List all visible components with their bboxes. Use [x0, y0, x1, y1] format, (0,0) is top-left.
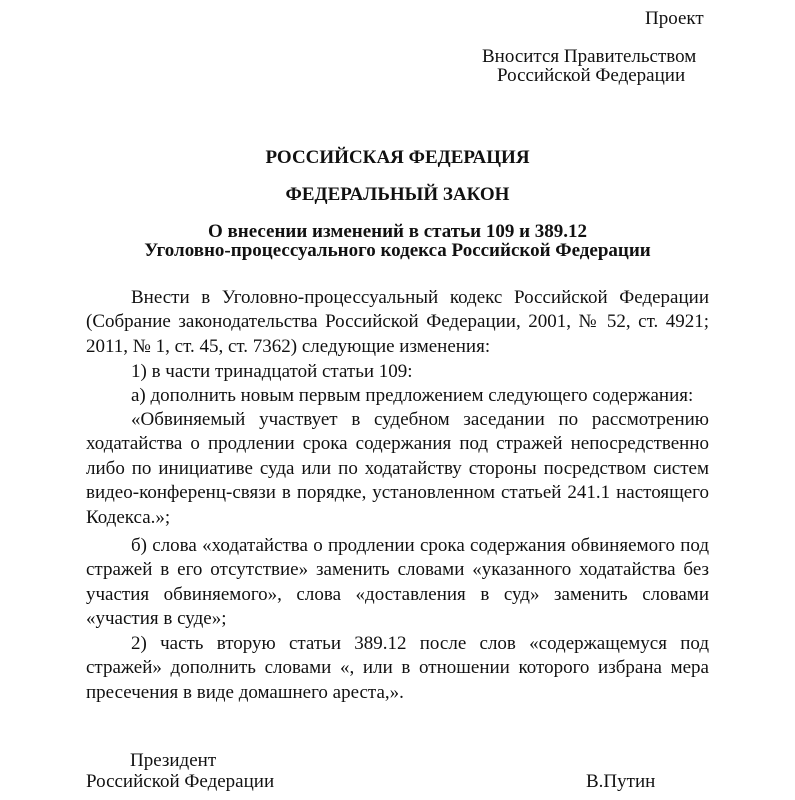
- signatory-title-line-2: Российской Федерации: [86, 771, 275, 792]
- submitter-line-2: Российской Федерации: [497, 65, 686, 86]
- submitter-line-1: Вносится Правительством: [482, 46, 697, 67]
- signatory-title-line-1: Президент: [130, 750, 217, 771]
- item-2: 2) часть вторую статьи 389.12 после слов «содержащемуся под стражей» дополнить словами «, или в отношении которого избрана мера пресечения в виде домашнего ареста,».: [86, 633, 709, 703]
- item-1a: а) дополнить новым первым предложением следующего содержания:: [131, 385, 694, 406]
- document-type-heading: ФЕДЕРАЛЬНЫЙ ЗАКОН: [285, 184, 510, 205]
- country-heading: РОССИЙСКАЯ ФЕДЕРАЦИЯ: [265, 147, 530, 168]
- law-subject-line-2: Уголовно-процессуального кодекса Российской Федерации: [144, 240, 651, 261]
- intro-paragraph: Внести в Уголовно-процессуальный кодекс Российской Федерации (Собрание законодательства Российской Федерации, 2001, № 52, ст. 4921; 2011, № 1, ст. 45, ст. 7362) следующие изменения:: [86, 287, 709, 357]
- draft-status-label: Проект: [645, 8, 704, 29]
- item-1b: б) слова «ходатайства о продлении срока содержания обвиняемого под стражей в его отсутствие» заменить словами «указанного ходатайства без участия обвиняемого», слова «доставления в суд» заменить словами «участия в суде»;: [86, 535, 709, 630]
- item-1: 1) в части тринадцатой статьи 109:: [131, 361, 413, 382]
- signatory-name: В.Путин: [586, 771, 656, 792]
- quoted-amendment: «Обвиняемый участвует в судебном заседании по рассмотрению ходатайства о продлении срока содержания под стражей непосредственно либо по инициативе суда или по ходатайству стороны посредством систем видео-конференц-связи в порядке, установленном статьей 241.1 настоящего Кодекса.»;: [86, 409, 709, 528]
- law-subject-line-1: О внесении изменений в статьи 109 и 389.12: [207, 221, 588, 242]
